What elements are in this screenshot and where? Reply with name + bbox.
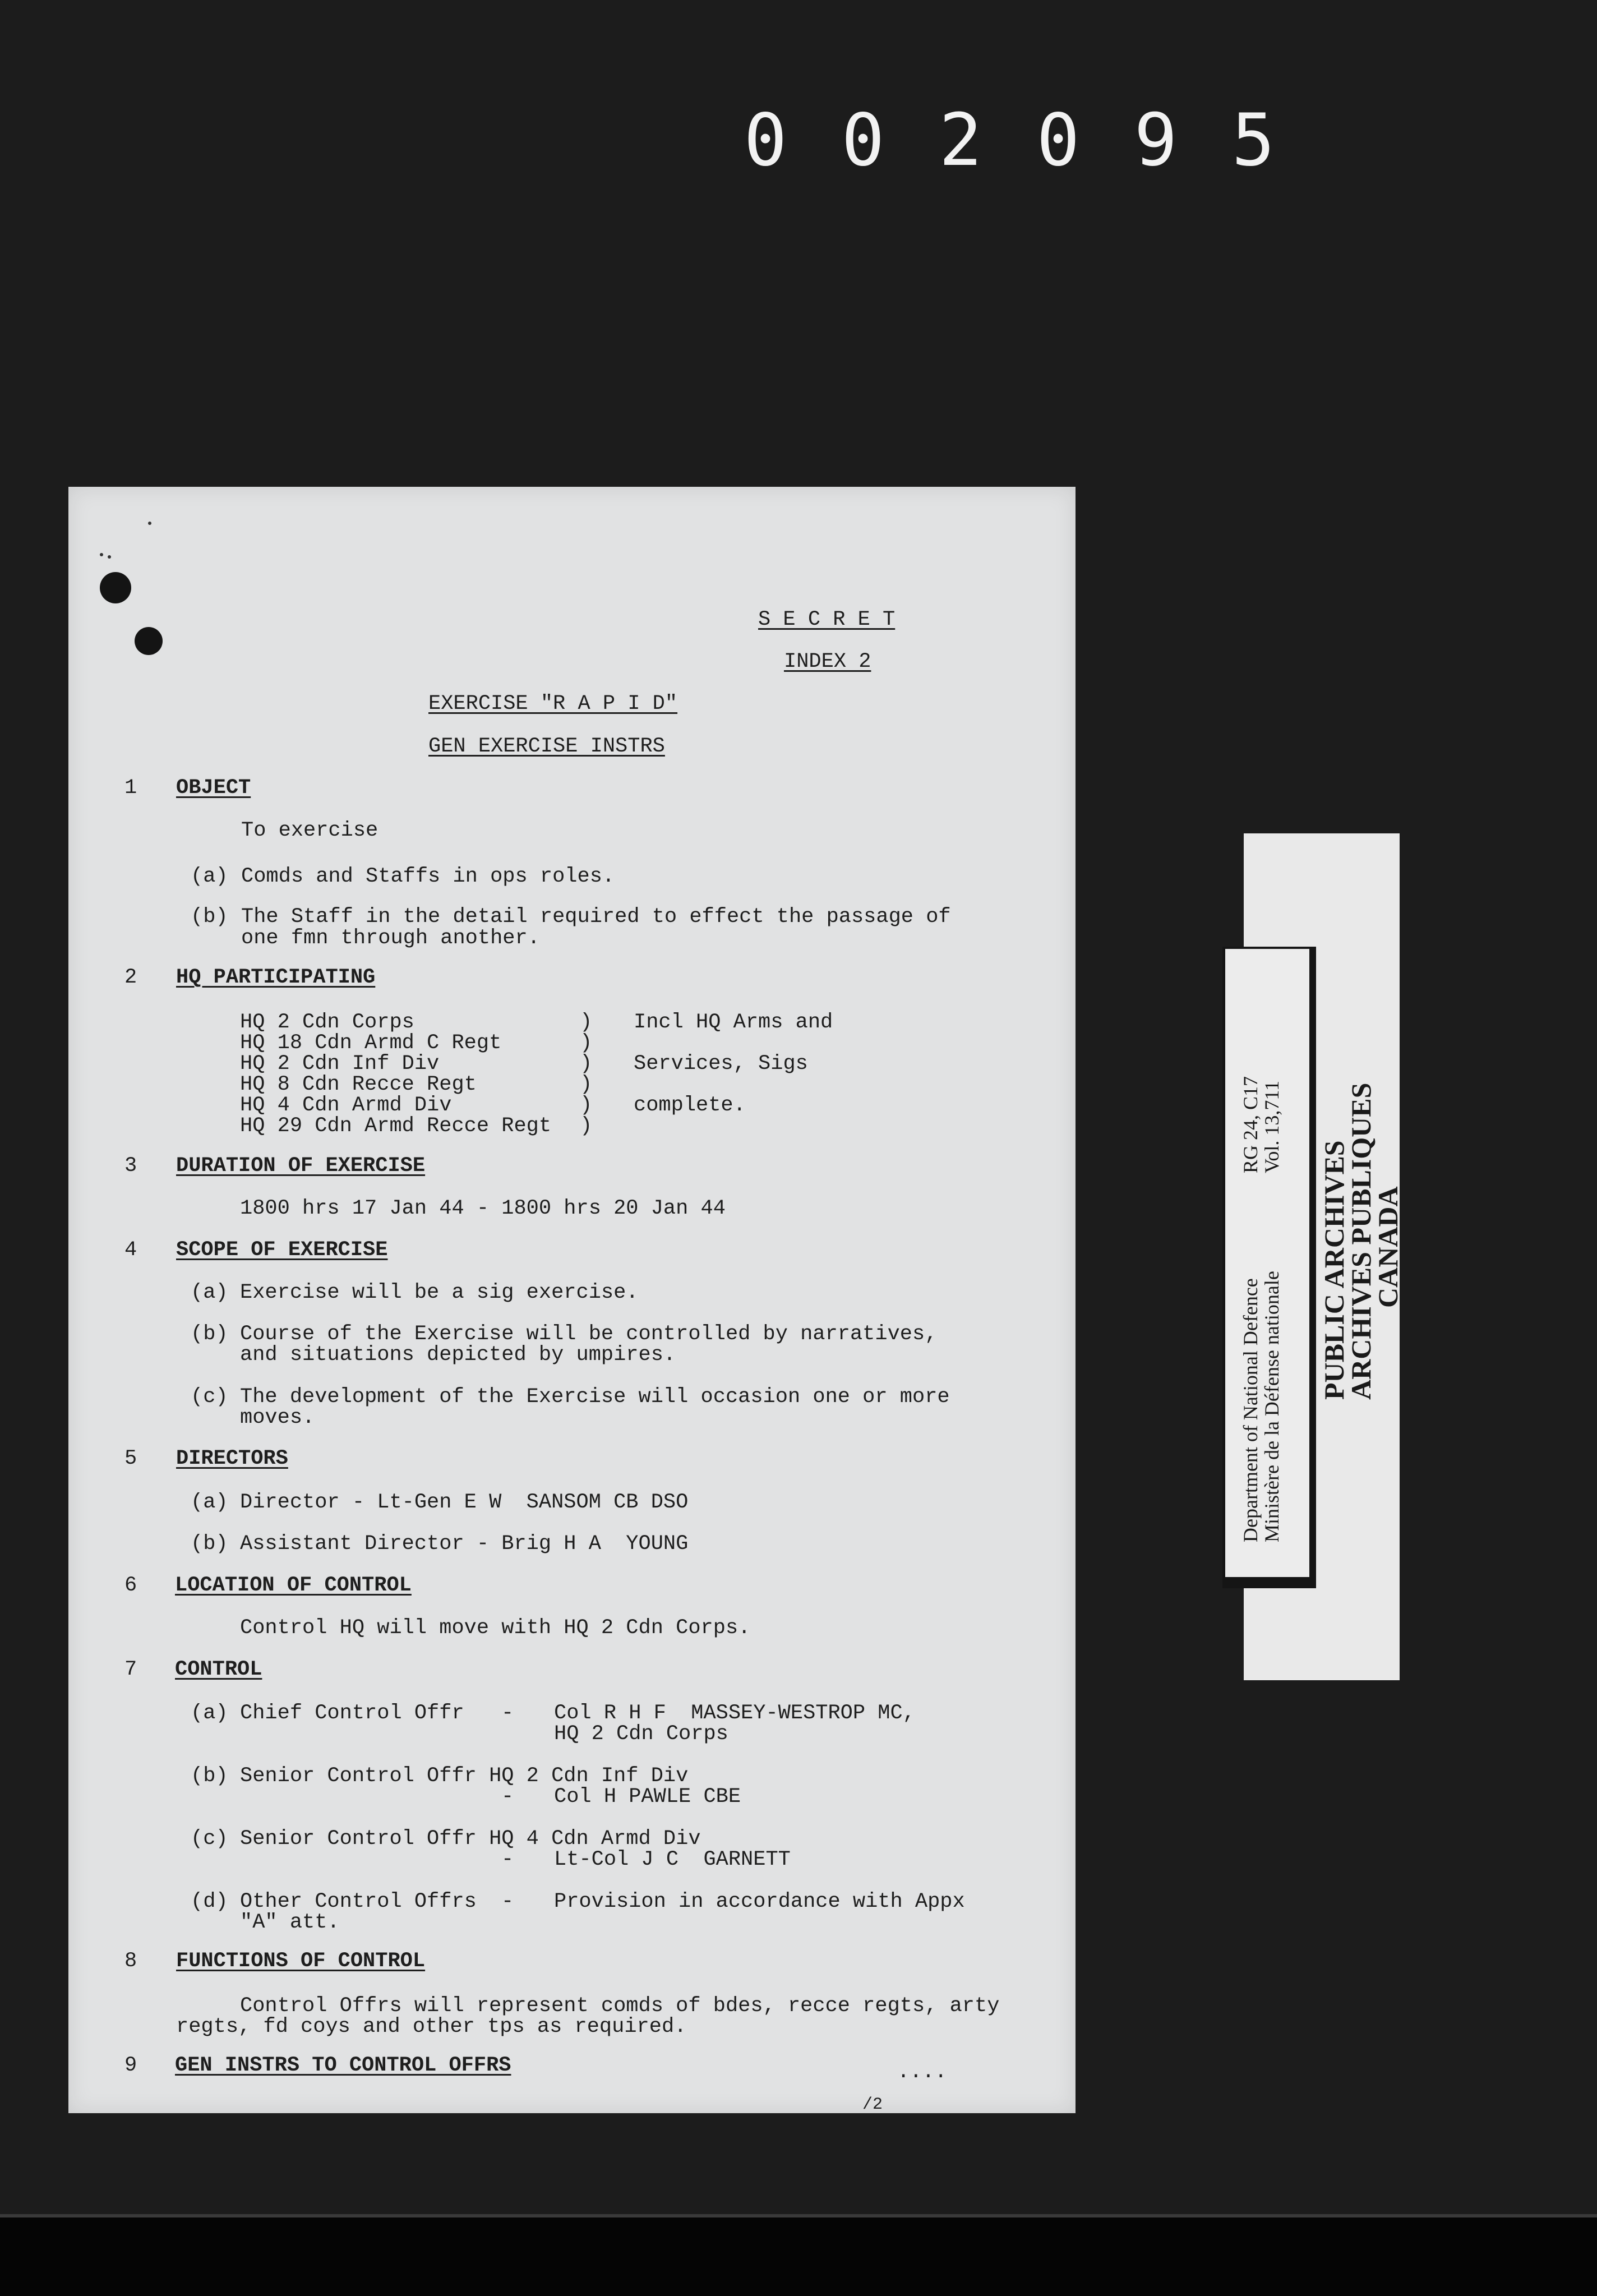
frame-digit: 0 — [744, 98, 787, 182]
control-role: Senior Control Offr HQ 2 Cdn Inf Div — [240, 1764, 689, 1788]
classification-marking: S E C R E T — [758, 608, 896, 631]
item-marker: (c) — [191, 1827, 228, 1851]
section-heading: OBJECT — [176, 776, 251, 800]
dash: - — [501, 1702, 514, 1725]
frame-number — [740, 98, 1278, 182]
department-en: Department of National Defence — [1239, 1278, 1262, 1542]
control-role: Other Control Offrs — [240, 1890, 477, 1914]
paragraph-text: Control Offrs will represent comds of bdes, recce regts, arty — [240, 1994, 1000, 2018]
item-marker: (b) — [191, 1322, 228, 1346]
item-marker: (a) — [191, 865, 228, 888]
speck — [148, 522, 151, 525]
section-number: 5 — [124, 1447, 137, 1470]
paragraph-text: Control HQ will move with HQ 2 Cdn Corps. — [240, 1616, 751, 1640]
brace-mark: ) — [580, 1031, 593, 1055]
section-number: 9 — [124, 2054, 137, 2077]
section-number: 4 — [124, 1238, 137, 1262]
item-text: Course of the Exercise will be controlled by narratives, — [240, 1322, 938, 1346]
continuation-mark: .... — [897, 2060, 947, 2084]
section-heading: DIRECTORS — [176, 1447, 288, 1470]
unit-name: HQ 2 Cdn Corps — [240, 1011, 414, 1034]
section-number: 3 — [124, 1154, 137, 1178]
item-text: and situations depicted by umpires. — [240, 1343, 676, 1367]
frame-digit: 5 — [1231, 98, 1275, 182]
document-page — [68, 487, 1076, 2113]
dash: - — [501, 1848, 514, 1871]
volume-number: Vol. 13,711 — [1261, 1080, 1283, 1173]
section-number: 7 — [124, 1658, 137, 1681]
section-heading: SCOPE OF EXERCISE — [176, 1238, 388, 1262]
unit-note: Incl HQ Arms and — [634, 1011, 833, 1034]
paragraph-text: 1800 hrs 17 Jan 44 - 1800 hrs 20 Jan 44 — [240, 1197, 726, 1220]
item-text: Exercise will be a sig exercise. — [240, 1281, 639, 1304]
document-title: EXERCISE "R A P I D" — [428, 692, 678, 716]
item-text: moves. — [240, 1406, 315, 1430]
item-marker: (b) — [191, 1532, 228, 1556]
unit-name: HQ 29 Cdn Armd Recce Regt — [240, 1114, 552, 1138]
brace-mark: ) — [580, 1114, 593, 1138]
archives-line: CANADA — [1372, 1186, 1404, 1308]
item-text: The development of the Exercise will occasion one or more — [240, 1385, 950, 1409]
control-officer: Col R H F MASSEY-WESTROP MC, — [554, 1702, 915, 1725]
punch-hole — [100, 572, 131, 603]
control-role: "A" att. — [240, 1911, 340, 1934]
unit-name: HQ 8 Cdn Recce Regt — [240, 1073, 477, 1096]
archive-reference-card — [1222, 947, 1316, 1588]
unit-name: HQ 2 Cdn Inf Div — [240, 1052, 440, 1076]
item-text: The Staff in the detail required to effect the passage of — [241, 905, 951, 929]
department-fr: Ministère de la Défense nationale — [1261, 1271, 1283, 1542]
brace-mark: ) — [580, 1094, 593, 1117]
dash: - — [501, 1890, 514, 1914]
section-heading: CONTROL — [175, 1658, 262, 1681]
item-marker: (a) — [191, 1491, 228, 1514]
unit-note: Services, Sigs — [634, 1052, 808, 1076]
item-marker: (c) — [191, 1385, 228, 1409]
unit-note: complete. — [634, 1094, 746, 1117]
item-text: Comds and Staffs in ops roles. — [241, 865, 615, 888]
item-text: one fmn through another. — [241, 926, 540, 950]
section-heading: HQ PARTICIPATING — [176, 966, 376, 989]
item-marker: (b) — [191, 905, 228, 929]
frame-digit: 0 — [841, 98, 885, 182]
archives-line: PUBLIC ARCHIVES — [1318, 1140, 1350, 1400]
control-officer: Lt-Col J C GARNETT — [554, 1848, 791, 1871]
section-number: 2 — [124, 966, 137, 989]
frame-digit: 2 — [939, 98, 982, 182]
frame-digit: 9 — [1134, 98, 1178, 182]
speck — [100, 553, 103, 556]
item-marker: (b) — [191, 1764, 228, 1788]
section-number: 8 — [124, 1949, 137, 1973]
brace-mark: ) — [580, 1052, 593, 1076]
speck — [108, 555, 111, 559]
control-officer: Provision in accordance with Appx — [554, 1890, 965, 1914]
section-heading: FUNCTIONS OF CONTROL — [176, 1949, 426, 1973]
item-marker: (a) — [191, 1702, 228, 1725]
frame-digit: 0 — [1036, 98, 1080, 182]
dash: - — [501, 1785, 514, 1809]
section-number: 6 — [124, 1574, 137, 1597]
control-role: Senior Control Offr HQ 4 Cdn Armd Div — [240, 1827, 701, 1851]
paragraph-text: regts, fd coys and other tps as required. — [176, 2015, 687, 2039]
section-heading: GEN INSTRS TO CONTROL OFFRS — [175, 2054, 511, 2077]
punch-hole — [135, 627, 163, 655]
record-group: RG 24, C17 — [1239, 1076, 1262, 1173]
archives-line: ARCHIVES PUBLIQUES — [1345, 1082, 1377, 1400]
section-heading: LOCATION OF CONTROL — [175, 1574, 412, 1597]
index-label: INDEX 2 — [784, 650, 871, 674]
section-heading: DURATION OF EXERCISE — [176, 1154, 426, 1178]
film-edge — [0, 2214, 1597, 2296]
control-role: Chief Control Offr — [240, 1702, 464, 1725]
item-text: Director - Lt-Gen E W SANSOM CB DSO — [240, 1491, 689, 1514]
item-marker: (a) — [191, 1281, 228, 1304]
paragraph-text: To exercise — [241, 819, 379, 842]
page-mark: /2 — [862, 2095, 883, 2114]
item-marker: (d) — [191, 1890, 228, 1914]
item-text: Assistant Director - Brig H A YOUNG — [240, 1532, 689, 1556]
document-subtitle: GEN EXERCISE INSTRS — [428, 735, 665, 758]
unit-name: HQ 18 Cdn Armd C Regt — [240, 1031, 502, 1055]
brace-mark: ) — [580, 1011, 593, 1034]
unit-name: HQ 4 Cdn Armd Div — [240, 1094, 452, 1117]
control-officer: Col H PAWLE CBE — [554, 1785, 741, 1809]
section-number: 1 — [124, 776, 137, 800]
brace-mark: ) — [580, 1073, 593, 1096]
control-officer: HQ 2 Cdn Corps — [554, 1722, 728, 1746]
